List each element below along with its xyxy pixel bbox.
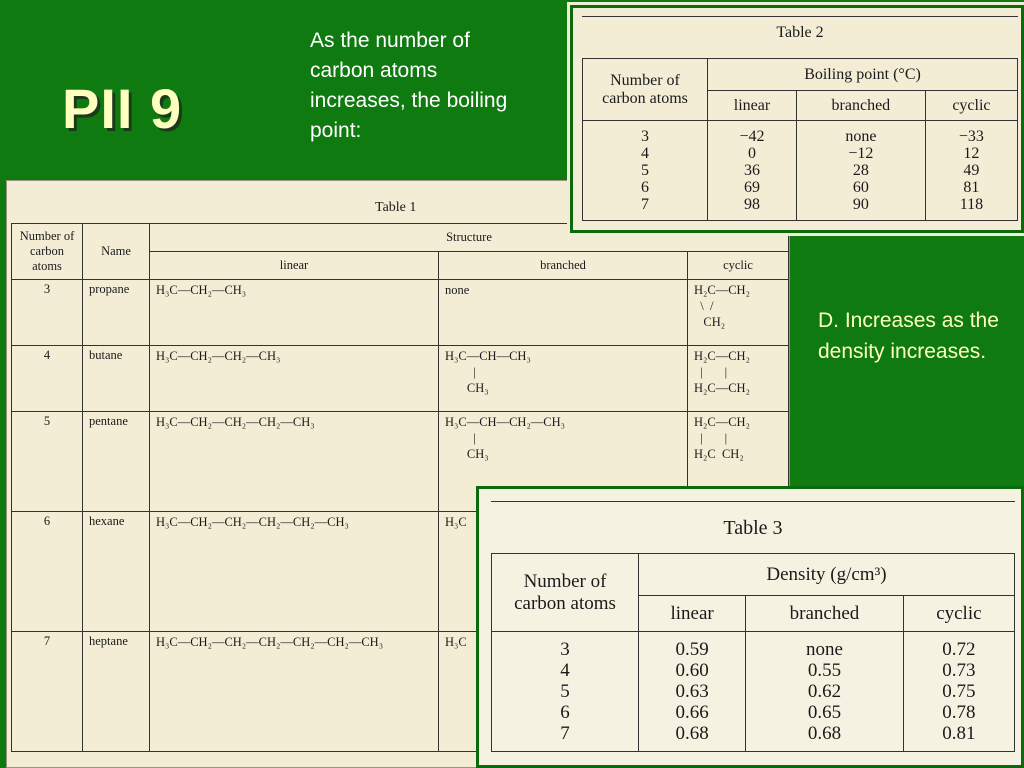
t2-header-group: Boiling point (°C) (708, 59, 1018, 91)
table-row (12, 280, 789, 346)
t1-cell-branched: none (439, 280, 688, 346)
table3-rule (491, 501, 1015, 502)
t1-cell-branched: H₃C (439, 512, 688, 632)
t1-cell-n: 4 (12, 346, 83, 412)
t2-header-number: Number of carbon atoms (583, 59, 708, 121)
question-text: As the number of carbon atoms increases, the boiling point: (310, 29, 508, 142)
t1-cell-n: 7 (12, 632, 83, 752)
t1-cell-branched: H₃C—CH—CH₃ | CH₃ (439, 346, 688, 412)
table-row (12, 346, 789, 412)
t3-col-branched: none 0.55 0.62 0.65 0.68 (746, 632, 904, 752)
t1-cell-linear: H₃C—CH₂—CH₂—CH₂—CH₃ (150, 412, 439, 512)
t2-col-cyclic: −33 12 49 81 118 (925, 121, 1017, 221)
t2-col-n: 3 4 5 6 7 (583, 121, 708, 221)
t3-header-number: Number of carbon atoms (492, 554, 639, 632)
slide-title: PII 9 (62, 77, 183, 140)
t1-cell-n: 5 (12, 412, 83, 512)
t3-col-linear: 0.59 0.60 0.63 0.66 0.68 (639, 632, 746, 752)
table3-image (476, 486, 1024, 768)
t1-cell-n: 3 (12, 280, 83, 346)
t2-header-branched: branched (796, 91, 925, 121)
t1-cell-cyclic: H₂C—CH₂ \ / CH₂ (688, 280, 789, 346)
t1-cell-name: butane (83, 346, 150, 412)
t1-header-cyclic: cyclic (688, 252, 789, 280)
t1-cell-branched: H₃C—CH—CH₂—CH₃ | CH₃ (439, 412, 688, 512)
table3 (491, 553, 1015, 752)
t3-header-group: Density (g/cm³) (639, 554, 1015, 596)
t1-header-branched: branched (439, 252, 688, 280)
t1-cell-branched: H₃C (439, 632, 688, 752)
t3-header-linear: linear (639, 596, 746, 632)
t1-cell-n: 6 (12, 512, 83, 632)
t2-col-branched: none −12 28 60 90 (796, 121, 925, 221)
table2-image (570, 5, 1024, 233)
t1-cell-linear: H₃C—CH₂—CH₂—CH₂—CH₂—CH₂—CH₃ (150, 632, 439, 752)
t2-header-cyclic: cyclic (925, 91, 1017, 121)
t3-header-cyclic: cyclic (903, 596, 1014, 632)
t1-header-linear: linear (150, 252, 439, 280)
t1-cell-name: pentane (83, 412, 150, 512)
t1-header-structure: Structure (150, 224, 789, 252)
table2 (582, 58, 1018, 221)
table2-caption: Table 2 (776, 24, 824, 41)
t3-header-branched: branched (746, 596, 904, 632)
t2-header-linear: linear (708, 91, 797, 121)
t1-cell-cyclic: H₂C—CH₂ | | H₂C CH₂ (688, 412, 789, 512)
t2-col-linear: −42 0 36 69 98 (708, 121, 797, 221)
t1-cell-linear: H₃C—CH₂—CH₂—CH₂—CH₂—CH₃ (150, 512, 439, 632)
t3-col-cyclic: 0.72 0.73 0.75 0.78 0.81 (903, 632, 1014, 752)
t1-cell-name: heptane (83, 632, 150, 752)
table3-caption: Table 3 (723, 517, 783, 539)
t1-cell-linear: H₃C—CH₂—CH₃ (150, 280, 439, 346)
t3-col-n: 3 4 5 6 7 (492, 632, 639, 752)
t1-cell-linear: H₃C—CH₂—CH₂—CH₃ (150, 346, 439, 412)
answer-text: D. Increases as the density increases. (818, 309, 999, 363)
t1-header-name: Name (83, 224, 150, 280)
t1-cell-cyclic: H₂C—CH₂ | | H₂C—CH₂ (688, 346, 789, 412)
table2-rule (582, 16, 1018, 17)
t1-cell-name: propane (83, 280, 150, 346)
t1-header-number: Number of carbon atoms (12, 224, 83, 280)
t1-cell-name: hexane (83, 512, 150, 632)
table1-caption: Table 1 (375, 200, 417, 215)
